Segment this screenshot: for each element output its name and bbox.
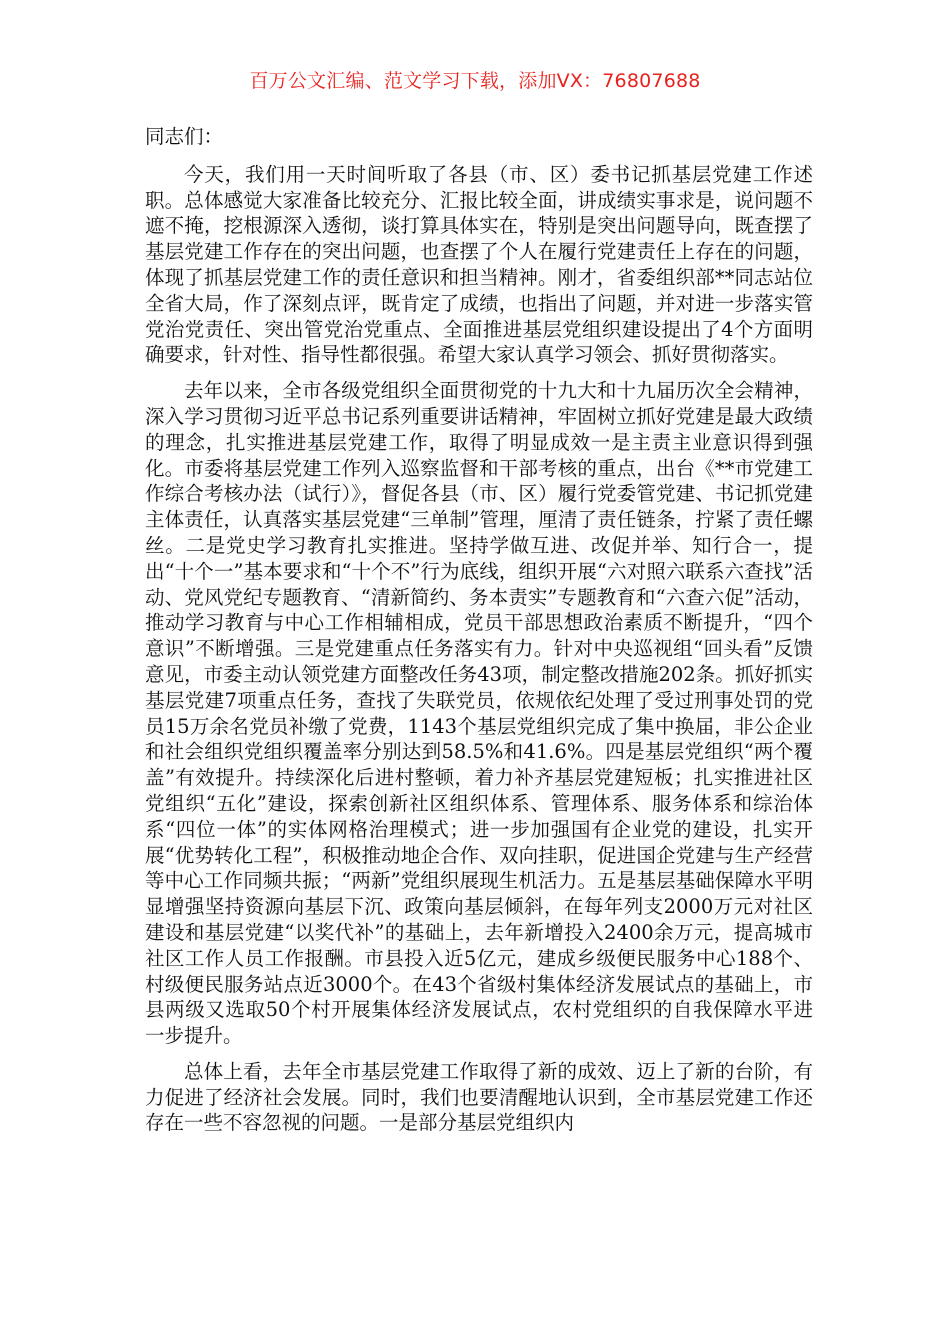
salutation: 同志们： bbox=[145, 125, 224, 148]
paragraph-2: 去年以来，全市各级党组织全面贯彻党的十九大和十九届历次全会精神，深入学习贯彻习近平总书记系列重要讲话精神，牢固树立抓好党建是最大政绩的理念，扎实推进基层党建工作，取得了明显成效一是主责主业意识得到强化。市委将基层党建工作列入巡察监督和干部考核的重点，出台《**市党建工作综合考核办法（试行）》，督促各县（市、区）履行党委管党建、书记抓党建主体责任，认真落实基层党建“三单制”管理，厘清了责任链条，拧紧了责任螺丝。二是党史学习教育扎实推进。坚持学做互进、改促并举、知行合一，提出“十个一”基本要求和“十个不”行为底线，组织开展“六对照六联系六查找”活动、党风党纪专题教育、“清新简约、务本责实”专题教育和“六查六促”活动，推动学习教育与中心工作相辅相成，党员干部思想政治素质不断提升，“四个意识”不断增强。三是党建重点任务落实有力。针对中央巡视组“回头看”反馈意见，市委主动认领党建方面整改任务43项，制定整改措施202条。抓好抓实基层党建7项重点任务，查找了失联党员，依规依纪处理了受过刑事处罚的党员15万余名党员补缴了党费，1143个基层党组织完成了集中换届，非公企业和社会组织党组织覆盖率分别达到58.5%和41.6%。四是基层党组织“两个覆盖”有效提升。持续深化后进村整顿，着力补齐基层党建短板；扎实推进社区党组织“五化”建设，探索创新社区组织体系、管理体系、服务体系和综治体系“四位一体”的实体网格治理模式；进一步加强国有企业党的建设，扎实开展“优势转化工程”，积极推动地企合作、双向挂职，促进国企党建与生产经营等中心工作同频共振；“两新”党组织展现生机活力。五是基层基础保障水平明显增强坚持资源向基层下沉、政策向基层倾斜，在每年列支2000万元对社区建设和基层党建“以奖代补”的基础上，去年新增投入2400余万元，提高城市社区工作人员工作报酬。市县投入近5亿元，建成乡级便民服务中心188个、村级便民服务站点近3000个。在43个省级村集体经济发展试点的基础上，市县两级又选取50个村开展集体经济发展试点，农村党组织的自我保障水平进一步提升。 bbox=[145, 379, 813, 1048]
document-body bbox=[145, 124, 813, 1146]
header-watermark-text: 百万公文汇编、范文学习下载，添加VX：76807688 bbox=[249, 70, 701, 92]
paragraph-1: 今天，我们用一天时间听取了各县（市、区）委书记抓基层党建工作述职。总体感觉大家准备比较充分、汇报比较全面，讲成绩实事求是，说问题不遮不掩，挖根源深入透彻，谈打算具体实在，特别是突出问题导向，既查摆了基层党建工作存在的突出问题，也查摆了个人在履行党建责任上存在的问题，体现了抓基层党建工作的责任意识和担当精神。刚才，省委组织部**同志站位全省大局，作了深刻点评，既肯定了成绩，也指出了问题，并对进一步落实管党治党责任、突出管党治党重点、全面推进基层党组织建设提出了4个方面明确要求，针对性、指导性都很强。希望大家认真学习领会、抓好贯彻落实。 bbox=[145, 162, 813, 367]
paragraph-3: 总体上看，去年全市基层党建工作取得了新的成效、迈上了新的台阶，有力促进了经济社会发展。同时，我们也要清醒地认识到，全市基层党建工作还存在一些不容忽视的问题。一是部分基层党组织内 bbox=[145, 1059, 813, 1135]
